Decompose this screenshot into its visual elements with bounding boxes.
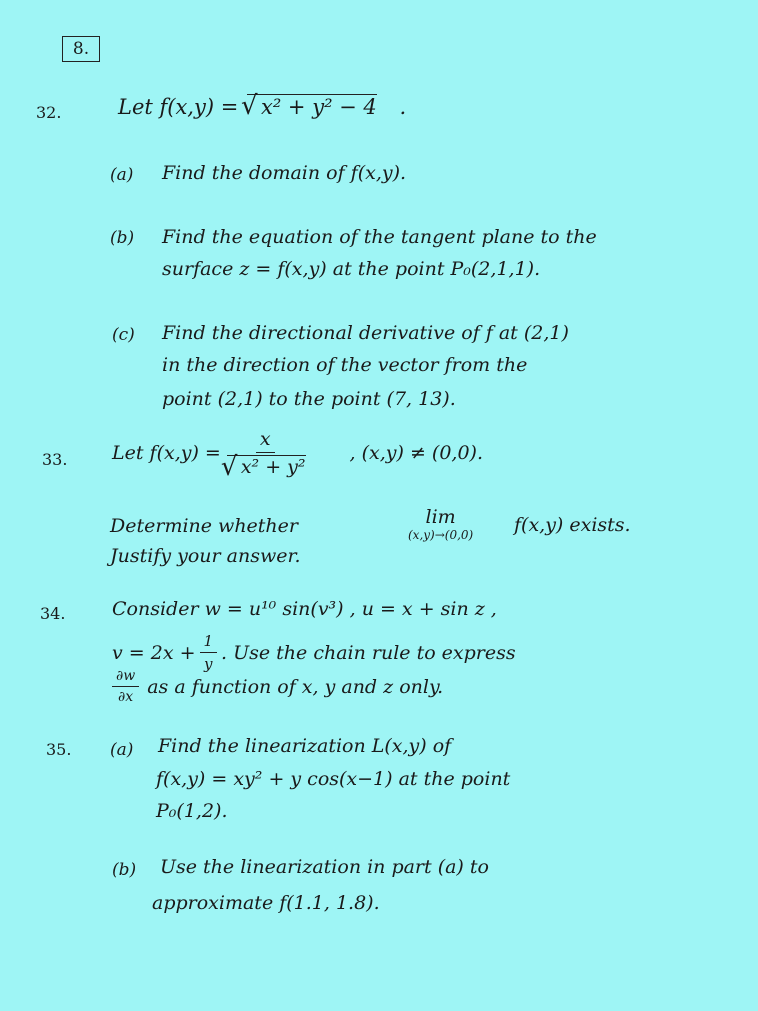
problem-32b-line1: Find the equation of the tangent plane to the xyxy=(162,226,597,248)
problem-35b-line2: approximate f(1.1, 1.8). xyxy=(152,892,380,914)
problem-34-fraction-numerator: 1 xyxy=(200,632,218,653)
problem-34-line2-post: . Use the chain rule to express xyxy=(221,641,516,664)
problem-35b-label: (b) xyxy=(112,860,137,880)
problem-34-line2-pre: v = 2x + xyxy=(112,641,196,664)
problem-33-number: 33. xyxy=(42,450,68,469)
problem-33-definition xyxy=(112,428,483,479)
problem-32c-label: (c) xyxy=(112,325,135,345)
problem-34-partial-numerator: ∂w xyxy=(112,668,139,687)
problem-32-intro: Let f(x,y) = xyxy=(118,95,239,119)
problem-33-lim-subscript: (x,y)→(0,0) xyxy=(408,528,474,542)
problem-34-line3-post: as a function of x, y and z only. xyxy=(147,675,444,698)
problem-33-intro: Let f(x,y) = xyxy=(112,442,221,465)
problem-33-exists: f(x,y) exists. xyxy=(514,514,631,536)
problem-34-line1: Consider w = u¹⁰ sin(v³) , u = x + sin z , xyxy=(112,598,497,620)
problem-35a-label: (a) xyxy=(110,740,134,760)
problem-32-definition xyxy=(118,94,406,120)
problem-34-fraction xyxy=(200,632,218,673)
problem-33-determine: Determine whether xyxy=(110,515,298,537)
problem-32b-label: (b) xyxy=(110,228,135,248)
problem-32-number: 32. xyxy=(36,103,62,122)
problem-34-number: 34. xyxy=(40,604,66,623)
problem-32a-label: (a) xyxy=(110,165,134,185)
problem-32c-line3: point (2,1) to the point (7, 13). xyxy=(162,388,456,410)
problem-35a-line3: P₀(1,2). xyxy=(156,800,228,822)
problem-34-line2 xyxy=(112,632,516,673)
problem-32a-text: Find the domain of f(x,y). xyxy=(162,162,407,184)
problem-33-radicand: x² + y² xyxy=(240,456,306,478)
problem-32-period: . xyxy=(399,95,407,119)
problem-33-fraction xyxy=(225,428,306,479)
problem-35a-line2: f(x,y) = xy² + y cos(x−1) at the point xyxy=(156,768,511,790)
problem-32c-line1: Find the directional derivative of f at (2,1) xyxy=(162,322,569,344)
page-number-box: 8. xyxy=(62,36,100,62)
problem-33-lim-word: lim xyxy=(425,506,456,528)
problem-33-fraction-denominator xyxy=(225,453,306,479)
problem-33-radical xyxy=(227,455,306,479)
problem-34-partial-denominator: ∂x xyxy=(118,689,134,705)
problem-33-fraction-numerator: x xyxy=(256,428,275,453)
problem-35a-line1: Find the linearization L(x,y) of xyxy=(158,735,452,757)
problem-33-justify: Justify your answer. xyxy=(110,545,301,567)
problem-32-radical xyxy=(247,94,377,120)
problem-34-line3 xyxy=(112,668,443,705)
problem-32b-line2: surface z = f(x,y) at the point P₀(2,1,1). xyxy=(162,258,541,280)
problem-33-condition: , (x,y) ≠ (0,0). xyxy=(349,442,484,465)
problem-34-partial-derivative xyxy=(112,668,139,705)
problem-34-fraction-denominator: y xyxy=(204,655,213,673)
problem-35-number: 35. xyxy=(46,740,72,759)
problem-32-radicand: x² + y² − 4 xyxy=(261,95,377,119)
problem-33-limit xyxy=(408,506,473,542)
problem-32c-line2: in the direction of the vector from the xyxy=(162,354,528,376)
problem-35b-line1: Use the linearization in part (a) to xyxy=(160,856,489,878)
